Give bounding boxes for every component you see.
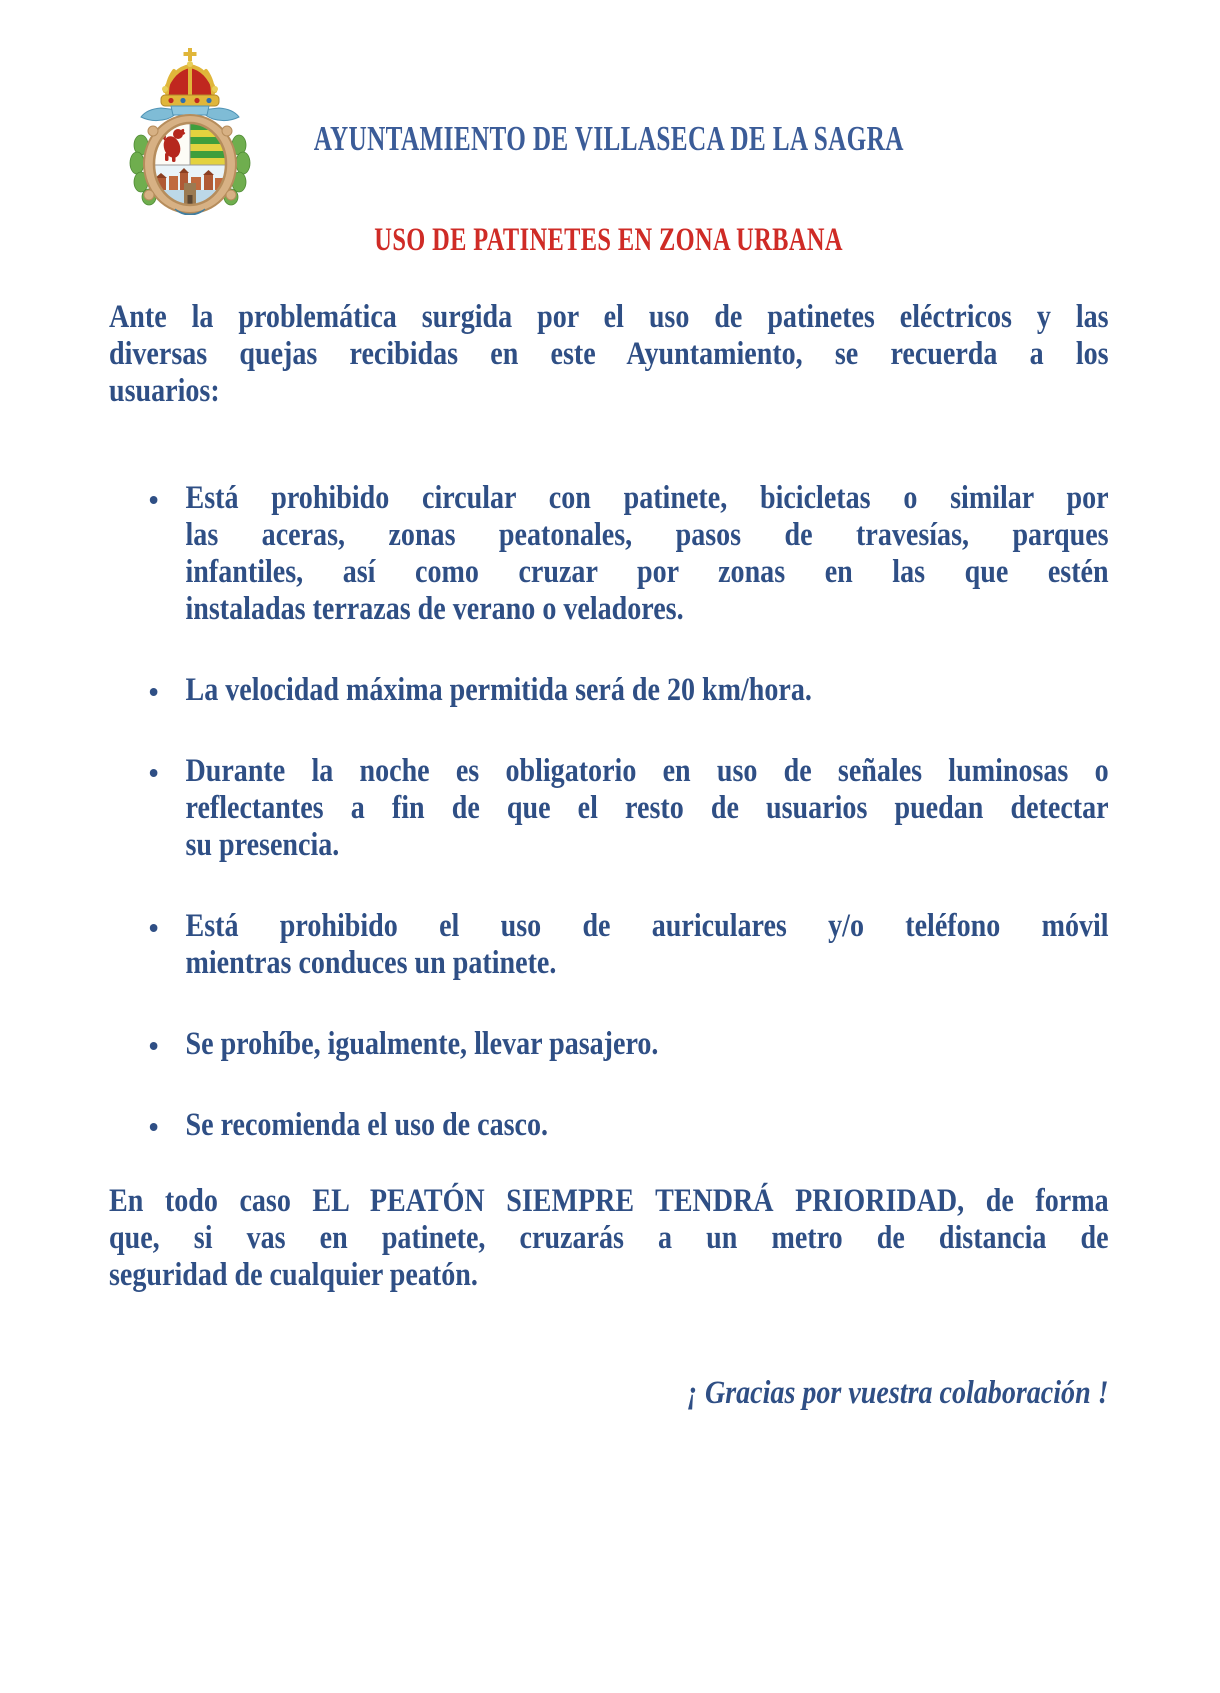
list-item (109, 1107, 1109, 1144)
crown-icon (161, 48, 219, 106)
bullet-dot-icon (150, 1042, 158, 1050)
intro-line: diversas quejas recibidas en este Ayuntamiento, se recuerda a los (109, 336, 1109, 372)
bullet-line: mientras conduces un patinete. (185, 945, 557, 981)
notice-body (109, 299, 1109, 1412)
closing-line: seguridad de cualquier peatón. (109, 1257, 478, 1293)
closing-paragraph (109, 1183, 1109, 1294)
bullet-dot-icon (150, 496, 158, 504)
header (109, 119, 1109, 166)
bullet-line: Durante la noche es obligatorio en uso de señales luminosas o (185, 753, 1109, 789)
intro-paragraph (109, 299, 1109, 410)
bullet-dot-icon (150, 688, 158, 696)
notice-subtitle: USO DE PATINETES EN ZONA URBANA (374, 222, 844, 258)
bullet-line: las aceras, zonas peatonales, pasos de travesías, parques (185, 517, 1109, 553)
bullet-line: La velocidad máxima permitida será de 20 km/hora. (185, 672, 812, 708)
bullet-line: Está prohibido circular con patinete, bicicletas o similar por (185, 480, 1109, 516)
bullet-line: Está prohibido el uso de auriculares y/o teléfono móvil (185, 908, 1109, 944)
intro-line: usuarios: (109, 373, 220, 409)
intro-line: Ante la problemática surgida por el uso de patinetes eléctricos y las (109, 299, 1109, 335)
list-item (109, 672, 1109, 709)
page-title: AYUNTAMIENTO DE VILLASECA DE LA SAGRA (313, 119, 905, 158)
bullet-line: instaladas terrazas de verano o veladores. (185, 591, 684, 627)
subtitle-row (109, 221, 1109, 265)
bullet-line: Se recomienda el uso de casco. (185, 1107, 549, 1143)
list-item (109, 753, 1109, 864)
list-item (109, 1026, 1109, 1063)
list-item (109, 908, 1109, 982)
bullet-dot-icon (150, 769, 158, 777)
bullet-dot-icon (150, 924, 158, 932)
bullet-dot-icon (150, 1123, 158, 1131)
closing-line: que, si vas en patinete, cruzarás a un metro de distancia de (109, 1220, 1109, 1256)
thanks-note: ¡ Gracias por vuestra colaboración ! (687, 1375, 1109, 1411)
bullet-line: su presencia. (185, 827, 340, 863)
rules-list (109, 480, 1109, 1144)
list-item (109, 480, 1109, 628)
bullet-line: infantiles, así como cruzar por zonas en las que estén (185, 554, 1109, 590)
bullet-line: reflectantes a fin de que el resto de usuarios puedan detectar (185, 790, 1109, 826)
bullet-line: Se prohíbe, igualmente, llevar pasajero. (185, 1026, 659, 1062)
closing-line: En todo caso EL PEATÓN SIEMPRE TENDRÁ PRIORIDAD, de forma (109, 1183, 1109, 1219)
